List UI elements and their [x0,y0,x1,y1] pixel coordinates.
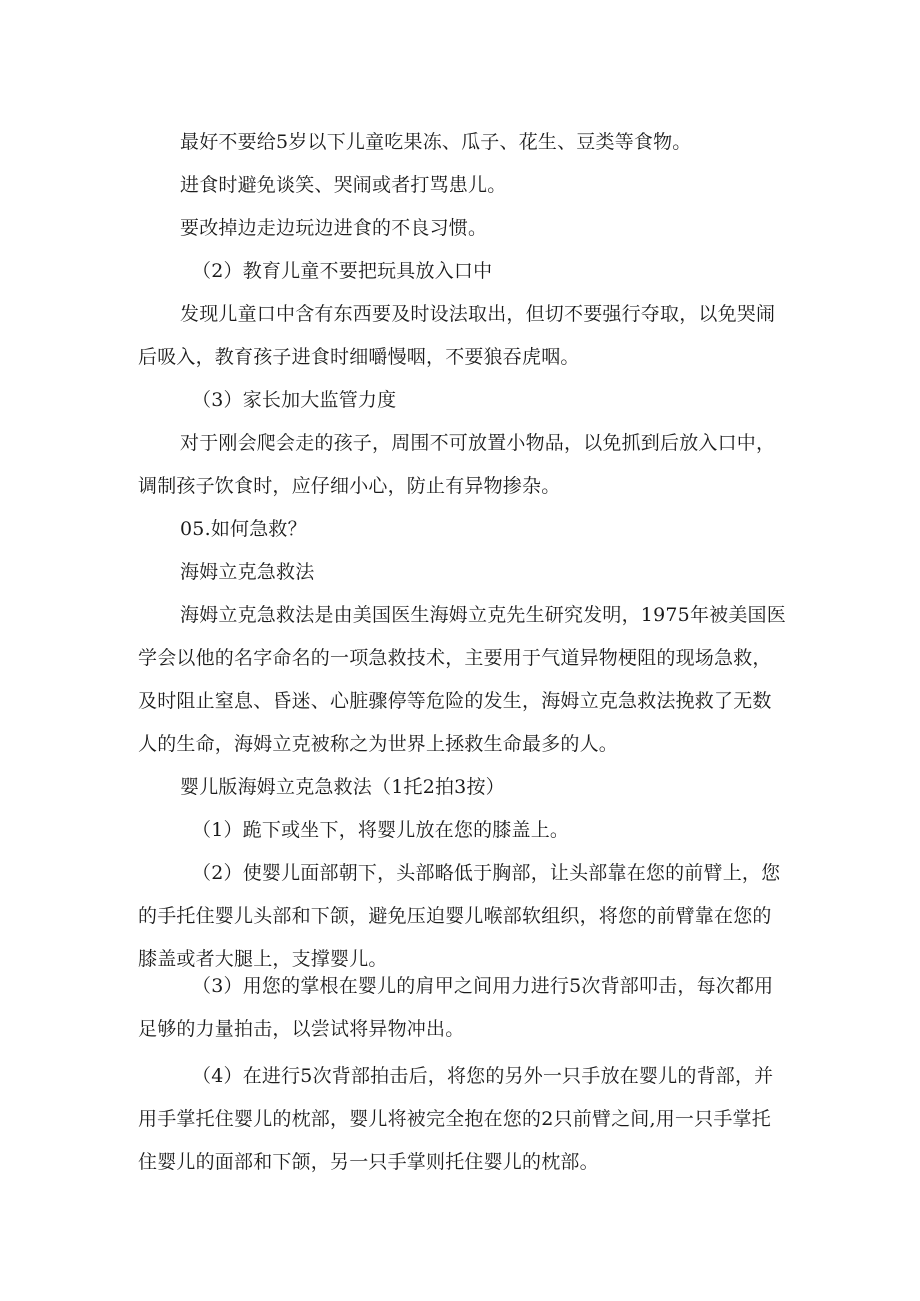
paragraph-heimlich-intro: 海姆立克急救法是由美国医生海姆立克先生研究发明，1975年被美国医学会以他的名字命名的一项急救技术，主要用于气道异物梗阻的现场急救，及时阻止窒息、昏迷、心脏骤停等危险的发生，海姆立克急救法挽救了无数人的生命，海姆立克被称之为世界上拯救生命最多的人。 [138,604,786,755]
paragraph-crawling-children: 对于刚会爬会走的孩子，周围不可放置小物品，以免抓到后放入口中，调制孩子饮食时，应仔细小心，防止有异物掺杂。 [138,432,776,497]
section-heading-first-aid: 05.如何急救？ [180,518,307,540]
heading-supervision: （3）家长加大监管力度 [192,389,397,411]
paragraph-remove-objects: 发现儿童口中含有东西要及时设法取出，但切不要强行夺取，以免哭闹后吸入，教育孩子进食时细嚼慢咽，不要狼吞虎咽。 [138,303,776,368]
step-3: （3）用您的掌根在婴儿的肩甲之间用力进行5次背部叩击，每次都用足够的力量拍击，以尝试将异物冲出。 [138,975,774,1040]
heading-infant-heimlich: 婴儿版海姆立克急救法（1托2拍3按） [180,776,505,798]
step-2: （2）使婴儿面部朝下，头部略低于胸部，让头部靠在您的前臂上，您的手托住婴儿头部和下颌，避免压迫婴儿喉部软组织，将您的前臂靠在您的膝盖或者大腿上，支撑婴儿。 [138,862,781,970]
heading-heimlich: 海姆立克急救法 [180,561,315,583]
paragraph-food-advice: 最好不要给5岁以下儿童吃果冻、瓜子、花生、豆类等食物。 [180,131,692,153]
paragraph-eating-behavior: 进食时避免谈笑、哭闹或者打骂患儿。 [180,174,507,196]
step-4: （4）在进行5次背部拍击后，将您的另外一只手放在婴儿的背部，并用手掌托住婴儿的枕部，婴儿将被完全抱在您的2只前臂之间,用一只手掌托住婴儿的面部和下颌，另一只手掌则托住婴儿的枕部。 [138,1065,774,1173]
heading-toys: （2）教育儿童不要把玩具放入口中 [192,260,493,282]
paragraph-habit: 要改掉边走边玩边进食的不良习惯。 [180,217,488,239]
step-1: （1）跪下或坐下，将婴儿放在您的膝盖上。 [192,819,570,841]
